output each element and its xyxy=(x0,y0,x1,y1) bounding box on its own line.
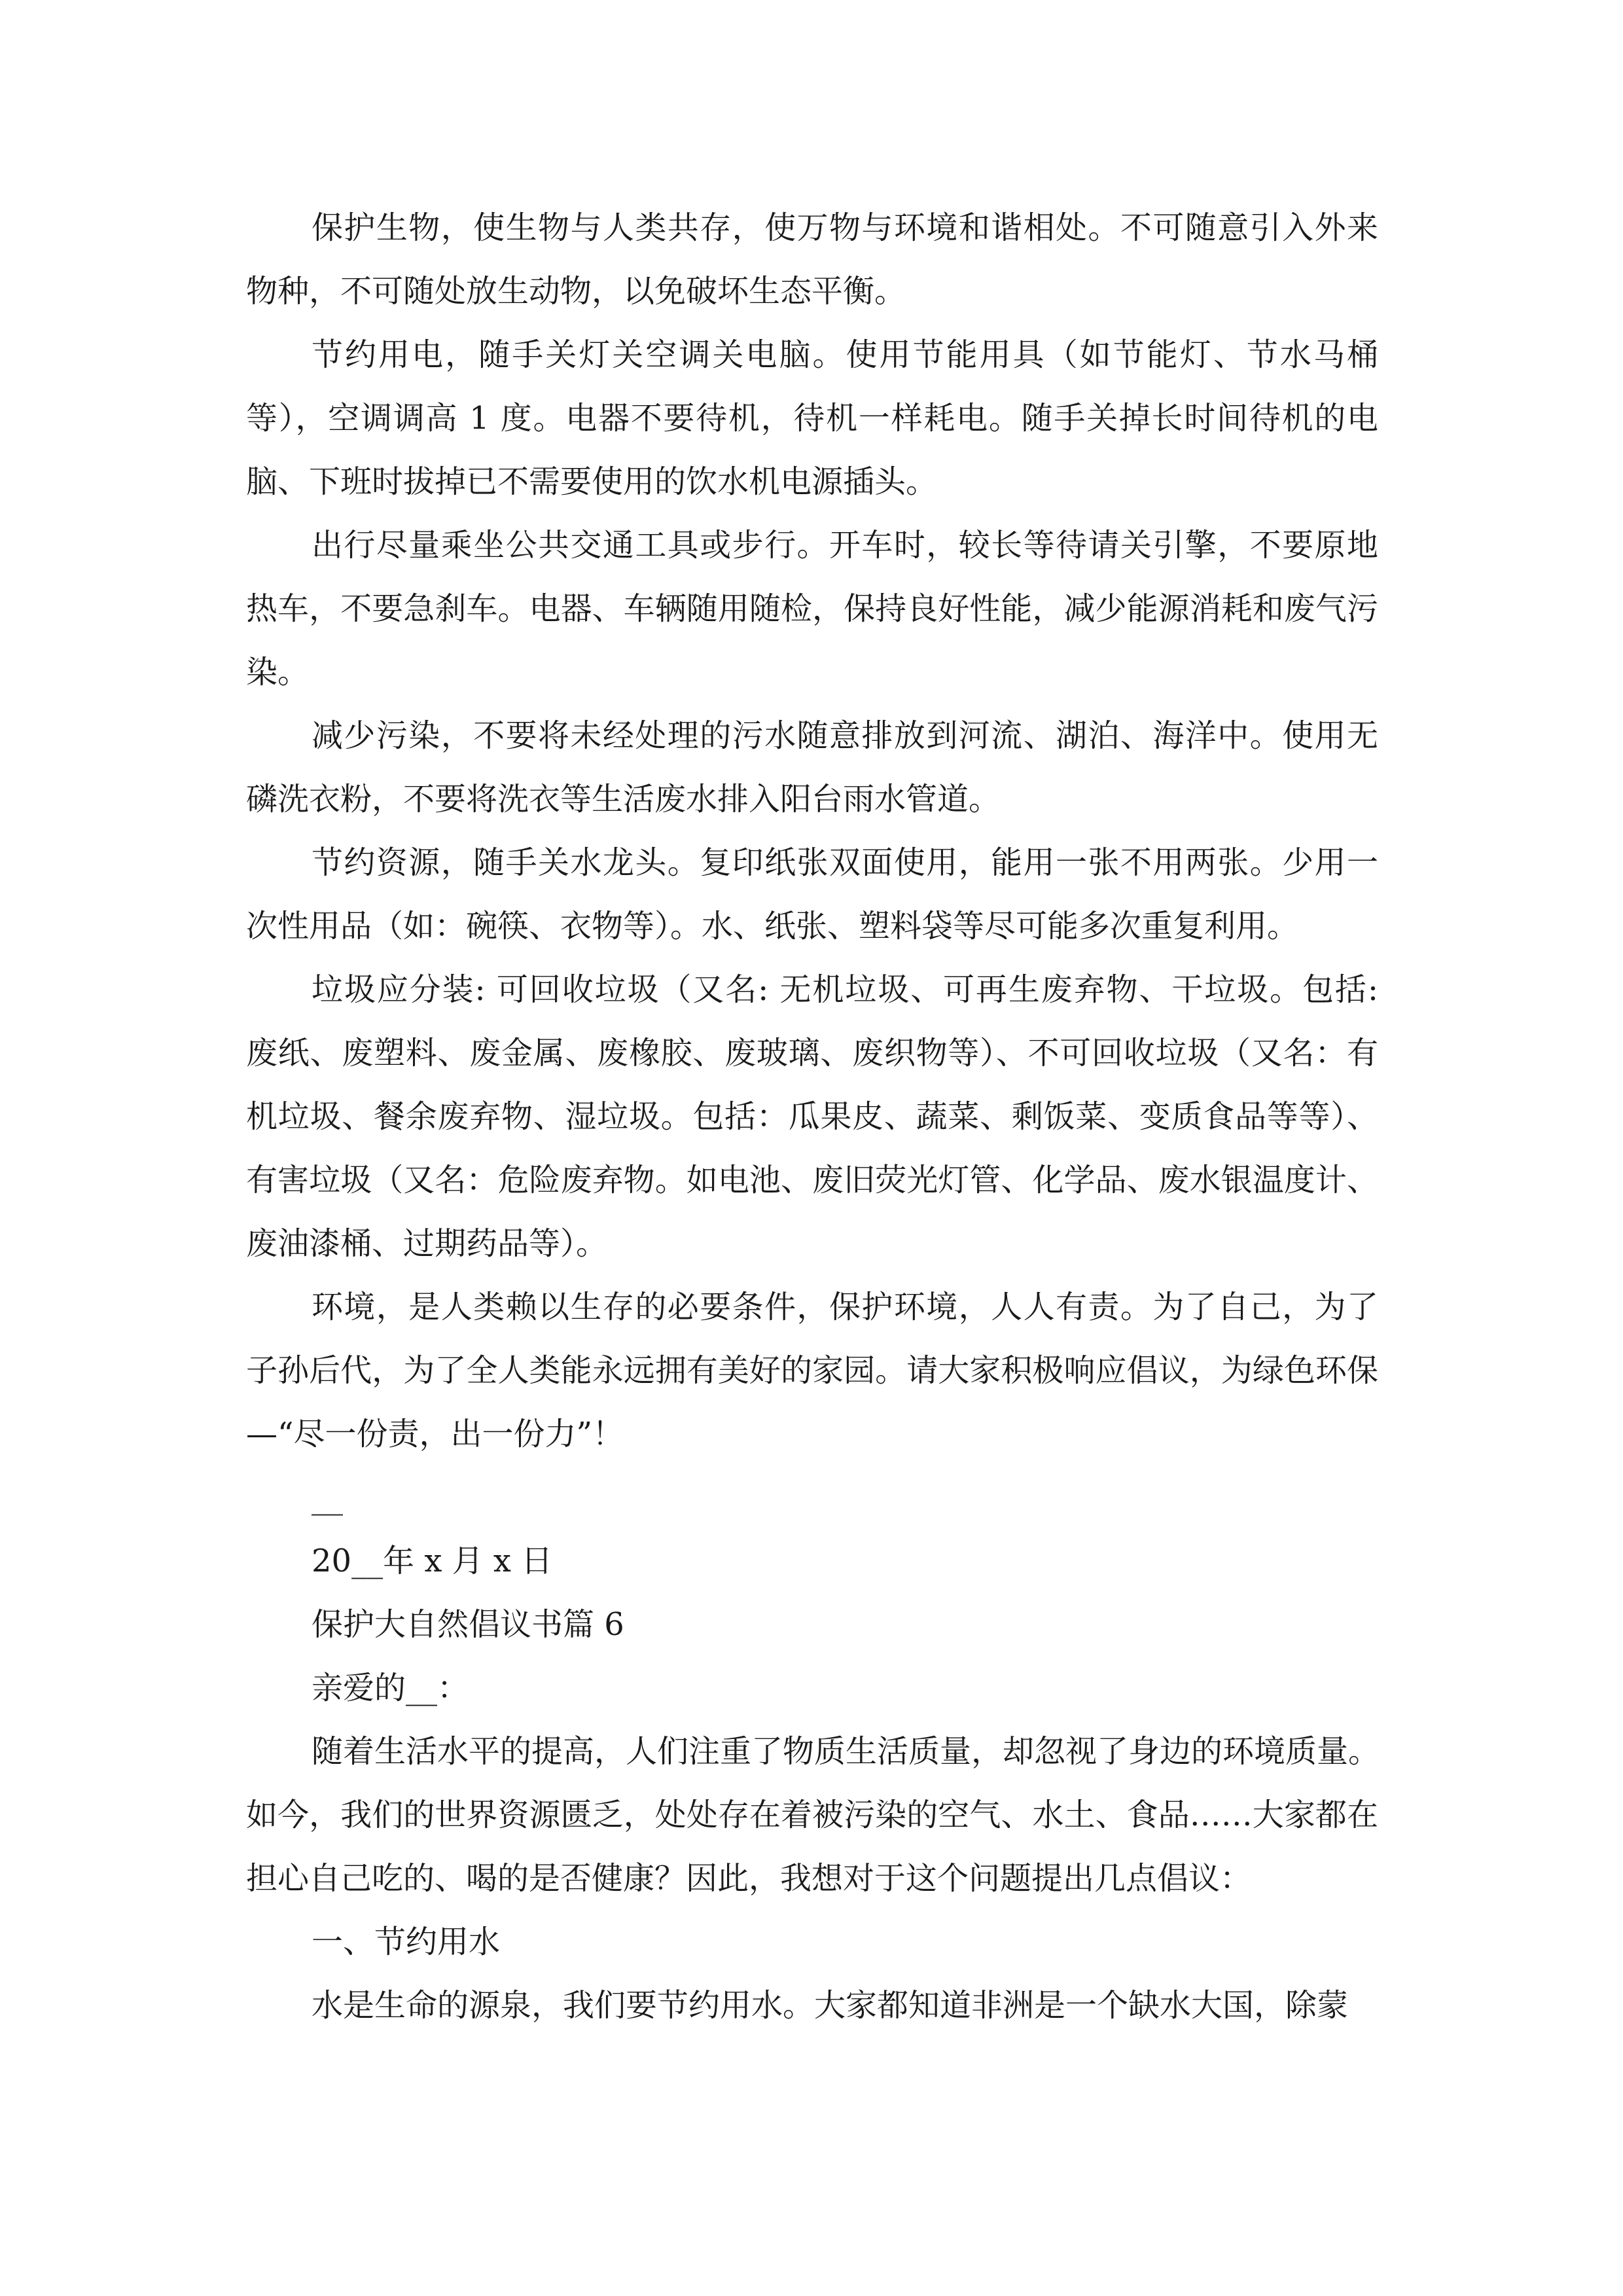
salutation: 亲爱的__： xyxy=(312,1670,469,1706)
paragraph-public-transport: 出行尽量乘坐公共交通工具或步行。开车时，较长等待请关引擎，不要原地热车，不要急刹车。电器、车辆随用随检，保持良好性能，减少能源消耗和废气污染。 xyxy=(246,527,1378,691)
heading-save-water: 一、节约用水 xyxy=(312,1924,501,1960)
intro-rest: 如今，我们的世界资源匮乏，处处存在着被污染的空气、水土、食品……大家都在担心自己吃的、喝的是否健康？因此，我想对于这个问题提出几点倡议： xyxy=(246,1797,1378,1897)
paragraph-reduce-pollution: 减少污染，不要将未经处理的污水随意排放到河流、湖泊、海洋中。使用无磷洗衣粉，不要将洗衣等生活废水排入阳台雨水管道。 xyxy=(246,717,1378,817)
document-body xyxy=(246,196,1378,2037)
signature-dash: __ xyxy=(312,1479,343,1516)
paragraph-closing-appeal: 环境，是人类赖以生存的必要条件，保护环境，人人有责。为了自己，为了子孙后代，为了全人类能永远拥有美好的家园。请大家积极响应倡议，为绿色环保—“尽一份责，出一份力”！ xyxy=(246,1289,1378,1452)
paragraph-water-source: 水是生命的源泉，我们要节约用水。大家都知道非洲是一个缺水大国，除蒙 xyxy=(312,1987,1349,2024)
intro-line-1: 随着生活水平的提高，人们注重了物质生活质量，却忽视了身边的环境质量。 xyxy=(312,1733,1380,1770)
paragraph-save-electricity: 节约用电，随手关灯关空调关电脑。使用节能用具（如节能灯、节水马桶等），空调调高 1 度。电器不要待机，待机一样耗电。随手关掉长时间待机的电脑、下班时拔掉已不需要使用的饮水机电源插头。 xyxy=(246,336,1378,500)
paragraph-protect-species: 保护生物，使生物与人类共存，使万物与环境和谐相处。不可随意引入外来物种，不可随处放生动物，以免破坏生态平衡。 xyxy=(246,209,1378,310)
date-line: 20__年 x 月 x 日 xyxy=(312,1543,553,1579)
paragraph-garbage-sorting: 垃圾应分装: 可回收垃圾（又名: 无机垃圾、可再生废弃物、干垃圾。包括: 废纸、废塑料、废金属、废橡胶、废玻璃、废织物等）、不可回收垃圾（又名：有机垃圾、餐余废弃物、湿垃圾。包括：瓜果皮、蔬菜、剩饭菜、变质食品等等）、有害垃圾（又名：危险废弃物。如电池、废旧荧光灯管、化学品、废水银温度计、废油漆桶、过期药品等）。 xyxy=(246,971,1378,1262)
paragraph-save-resources: 节约资源，随手关水龙头。复印纸张双面使用，能用一张不用两张。少用一次性用品（如：碗筷、衣物等）。水、纸张、塑料袋等尽可能多次重复利用。 xyxy=(246,844,1378,944)
section-title: 保护大自然倡议书篇 6 xyxy=(312,1606,624,1643)
